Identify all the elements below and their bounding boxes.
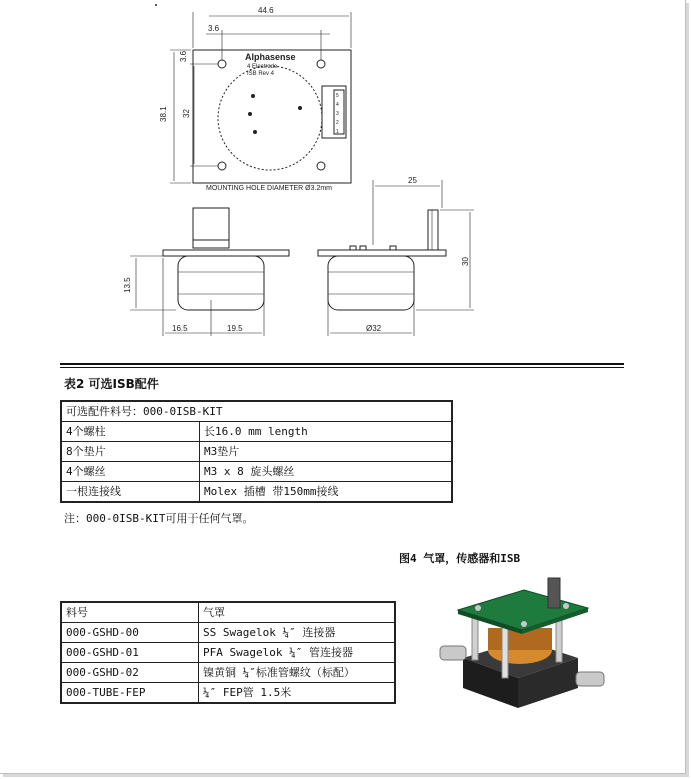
pin-3 — [249, 113, 252, 116]
table-row — [61, 462, 452, 482]
fitting-right — [576, 672, 604, 686]
kit-desc: Molex 插槽 带150mm接线 — [200, 482, 453, 503]
dim-height-total: 38.1 — [159, 106, 168, 122]
hood-desc: 镍黄铜 ¼″标准管螺纹（标配） — [199, 663, 396, 683]
gas-hood-table — [60, 601, 396, 704]
kit-item: 4个螺柱 — [61, 422, 200, 442]
sensor-outline — [218, 66, 322, 170]
gas-hood-photo — [438, 570, 608, 710]
table-row — [61, 623, 395, 643]
hood-desc: PFA Swagelok ¼″ 管连接器 — [199, 643, 396, 663]
dim-hole-x: 3.6 — [208, 24, 220, 33]
dim-hole-y: 3.6 — [179, 50, 188, 62]
front-connector-body — [193, 208, 229, 248]
side-pin — [350, 246, 356, 250]
side-pin — [390, 246, 396, 250]
hood-desc: SS Swagelok ¼″ 连接器 — [199, 623, 396, 643]
hood-part: 000-TUBE-FEP — [61, 683, 199, 704]
hood-part: 000-GSHD-01 — [61, 643, 199, 663]
table2-title: 表2 可选ISB配件 — [64, 377, 159, 391]
figure4-caption: 图4 气罩，传感器和ISB — [399, 552, 521, 565]
kit-item: 4个螺丝 — [61, 462, 200, 482]
section-rule-thick — [60, 363, 624, 365]
column-header-hood: 气罩 — [199, 602, 396, 623]
table-header-row — [61, 401, 452, 422]
dim-width: 44.6 — [258, 6, 274, 15]
side-pin — [360, 246, 366, 250]
table-row — [61, 683, 395, 704]
hood-part: 000-GSHD-02 — [61, 663, 199, 683]
hood-part: 000-GSHD-00 — [61, 623, 199, 643]
table-row — [61, 663, 395, 683]
technical-drawing — [0, 0, 691, 350]
dim-front-right: 19.5 — [227, 324, 243, 333]
dim-front-height: 13.5 — [123, 277, 132, 293]
section-rule-thin — [60, 367, 624, 368]
screw-head — [475, 605, 481, 611]
table-row — [61, 482, 452, 503]
side-connector — [428, 210, 438, 250]
connector-pin-label: 4 — [336, 102, 339, 108]
mounting-hole-label: MOUNTING HOLE DIAMETER Ø3.2mm — [206, 185, 333, 192]
mount-hole-bl — [218, 162, 226, 170]
connector-pin-label: 1 — [336, 129, 339, 135]
screw-head — [563, 603, 569, 609]
isb-connector — [548, 578, 560, 608]
isb-kit-table — [60, 400, 453, 503]
pin-4 — [254, 131, 257, 134]
table-row — [61, 422, 452, 442]
table-row — [61, 643, 395, 663]
dim-diameter: Ø32 — [366, 324, 382, 333]
mount-hole-br — [317, 162, 325, 170]
dim-side-width: 25 — [408, 176, 417, 185]
hood-desc: ¼″ FEP管 1.5米 — [199, 683, 396, 704]
kit-desc: M3垫片 — [200, 442, 453, 462]
table-row — [61, 442, 452, 462]
table-header-row — [61, 602, 395, 623]
screw-head — [521, 621, 527, 627]
table2-note: 注：000-0ISB-KIT可用于任何气罩。 — [64, 512, 254, 525]
kit-desc: 长16.0 mm length — [200, 422, 453, 442]
pin-1 — [252, 95, 255, 98]
board-brand: Alphasense — [245, 52, 296, 62]
front-sensor — [178, 256, 264, 310]
kit-desc: M3 x 8 旋头螺丝 — [200, 462, 453, 482]
mount-hole-tr — [317, 60, 325, 68]
board-line2: 4 Electrode — [247, 64, 278, 70]
dim-front-left: 16.5 — [172, 324, 188, 333]
side-board — [318, 250, 446, 256]
kit-item: 8个垫片 — [61, 442, 200, 462]
fitting-left — [440, 646, 466, 660]
front-board — [163, 250, 289, 256]
pin-2 — [299, 107, 302, 110]
connector-pin-label: 5 — [336, 93, 339, 99]
dim-height-inner: 32 — [182, 109, 191, 118]
connector-pin-label: 2 — [336, 120, 339, 126]
dim-side-height: 30 — [461, 257, 470, 266]
mount-hole-tl — [218, 60, 226, 68]
kit-part-number: 可选配件料号：000-0ISB-KIT — [61, 401, 452, 422]
connector-pin-label: 3 — [336, 111, 339, 117]
kit-item: 一根连接线 — [61, 482, 200, 503]
side-sensor — [328, 256, 414, 310]
column-header-part: 料号 — [61, 602, 199, 623]
board-line3: ISB Rev 4 — [247, 71, 275, 77]
